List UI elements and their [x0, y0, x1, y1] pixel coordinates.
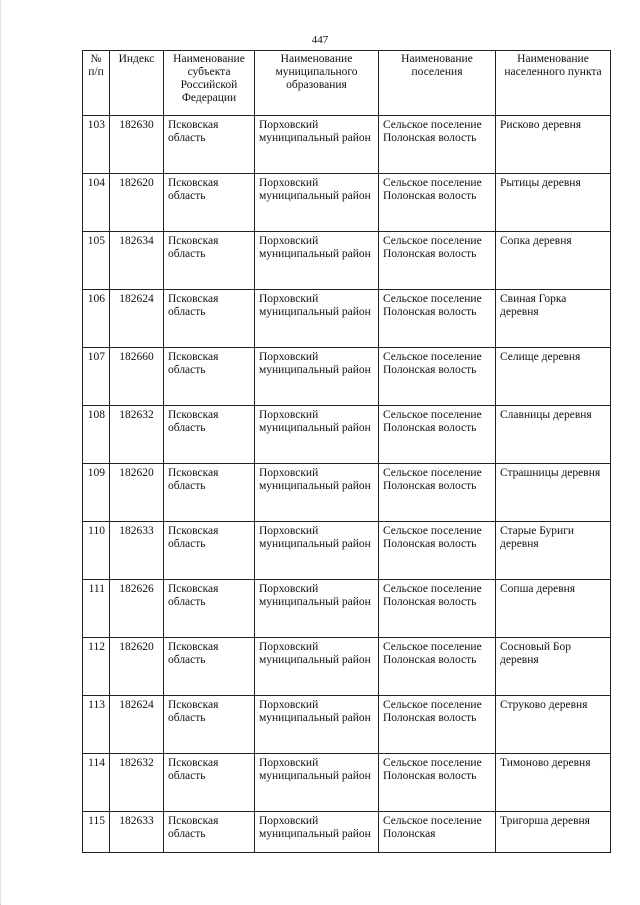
cell-number-text: 108 — [87, 409, 105, 421]
cell-municipality-text: Порховский муниципальный район — [259, 815, 371, 840]
cell-number — [83, 348, 110, 406]
cell-number — [83, 116, 110, 174]
cell-subject — [164, 406, 255, 464]
cell-number — [83, 290, 110, 348]
cell-index-text: 182632 — [119, 409, 154, 421]
table-row — [83, 348, 611, 406]
cell-municipality — [255, 580, 379, 638]
cell-municipality — [255, 406, 379, 464]
cell-number — [83, 580, 110, 638]
cell-locality-text: Струково деревня — [500, 699, 588, 711]
cell-locality — [496, 522, 611, 580]
cell-index — [110, 232, 164, 290]
cell-municipality — [255, 696, 379, 754]
cell-subject-text: Псковская область — [168, 119, 219, 144]
cell-subject-text: Псковская область — [168, 235, 219, 260]
cell-subject — [164, 174, 255, 232]
cell-settlement-text: Сельское поселение Полонская волость — [383, 641, 482, 666]
table-row — [83, 406, 611, 464]
cell-locality — [496, 116, 611, 174]
header-settlement: Наименование поселения — [379, 51, 496, 116]
cell-number — [83, 638, 110, 696]
cell-settlement-text: Сельское поселение Полонская волость — [383, 235, 482, 260]
cell-index — [110, 580, 164, 638]
cell-number-text: 115 — [88, 815, 105, 827]
cell-number — [83, 522, 110, 580]
cell-settlement-text: Сельское поселение Полонская — [383, 815, 482, 840]
cell-locality — [496, 696, 611, 754]
cell-municipality — [255, 232, 379, 290]
cell-locality — [496, 580, 611, 638]
table-row — [83, 638, 611, 696]
table-row — [83, 290, 611, 348]
table-row — [83, 580, 611, 638]
table-row — [83, 232, 611, 290]
cell-subject-text: Псковская область — [168, 293, 219, 318]
cell-index — [110, 290, 164, 348]
table-row — [83, 812, 611, 853]
cell-locality-text: Рытицы деревня — [500, 177, 581, 189]
cell-settlement-text: Сельское поселение Полонская волость — [383, 583, 482, 608]
cell-settlement — [379, 580, 496, 638]
cell-number-text: 110 — [88, 525, 105, 537]
table-row — [83, 464, 611, 522]
header-municipality: Наименование муниципального образования — [255, 51, 379, 116]
cell-settlement — [379, 812, 496, 853]
cell-locality — [496, 638, 611, 696]
cell-index-text: 182633 — [119, 815, 154, 827]
cell-settlement-text: Сельское поселение Полонская волость — [383, 409, 482, 434]
cell-subject-text: Псковская область — [168, 641, 219, 666]
cell-locality — [496, 232, 611, 290]
cell-locality — [496, 464, 611, 522]
cell-settlement-text: Сельское поселение Полонская волость — [383, 177, 482, 202]
cell-locality — [496, 348, 611, 406]
cell-index-text: 182624 — [119, 699, 154, 711]
cell-locality-text: Рисково деревня — [500, 119, 582, 131]
cell-index — [110, 174, 164, 232]
cell-locality-text: Сопка деревня — [500, 235, 572, 247]
cell-settlement-text: Сельское поселение Полонская волость — [383, 757, 482, 782]
cell-settlement-text: Сельское поселение Полонская волость — [383, 525, 482, 550]
cell-settlement — [379, 348, 496, 406]
cell-number-text: 103 — [87, 119, 105, 131]
cell-index — [110, 754, 164, 812]
header-number: № п/п — [83, 51, 110, 116]
cell-number — [83, 812, 110, 853]
cell-settlement — [379, 754, 496, 812]
cell-municipality-text: Порховский муниципальный район — [259, 467, 371, 492]
cell-index-text: 182630 — [119, 119, 154, 131]
cell-subject — [164, 464, 255, 522]
cell-number-text: 109 — [87, 467, 105, 479]
cell-number — [83, 174, 110, 232]
cell-subject — [164, 580, 255, 638]
cell-subject-text: Псковская область — [168, 699, 219, 724]
cell-locality-text: Старые Буриги деревня — [500, 525, 575, 550]
cell-number — [83, 754, 110, 812]
cell-subject — [164, 232, 255, 290]
localities-table — [82, 50, 611, 853]
cell-locality — [496, 812, 611, 853]
cell-subject-text: Псковская область — [168, 525, 219, 550]
cell-index — [110, 522, 164, 580]
cell-locality-text: Тригорша деревня — [500, 815, 590, 827]
cell-locality-text: Тимоново деревня — [500, 757, 591, 769]
cell-municipality — [255, 754, 379, 812]
cell-settlement-text: Сельское поселение Полонская волость — [383, 699, 482, 724]
page-number: 447 — [311, 34, 329, 46]
cell-settlement — [379, 116, 496, 174]
cell-subject — [164, 290, 255, 348]
cell-locality — [496, 290, 611, 348]
cell-index-text: 182632 — [119, 757, 154, 769]
cell-subject — [164, 638, 255, 696]
cell-municipality-text: Порховский муниципальный район — [259, 177, 371, 202]
cell-number-text: 112 — [88, 641, 105, 653]
cell-subject-text: Псковская область — [168, 351, 219, 376]
cell-subject — [164, 754, 255, 812]
table-body — [83, 116, 611, 853]
cell-locality-text: Свиная Горка деревня — [500, 293, 567, 318]
cell-subject-text: Псковская область — [168, 177, 219, 202]
cell-subject — [164, 696, 255, 754]
cell-index-text: 182620 — [119, 177, 154, 189]
cell-index — [110, 696, 164, 754]
cell-settlement — [379, 406, 496, 464]
cell-subject — [164, 522, 255, 580]
cell-settlement — [379, 232, 496, 290]
cell-municipality — [255, 522, 379, 580]
cell-settlement-text: Сельское поселение Полонская волость — [383, 467, 482, 492]
cell-municipality — [255, 174, 379, 232]
cell-index-text: 182626 — [119, 583, 154, 595]
cell-number — [83, 406, 110, 464]
cell-municipality-text: Порховский муниципальный район — [259, 119, 371, 144]
cell-number — [83, 232, 110, 290]
cell-settlement — [379, 638, 496, 696]
cell-number-text: 111 — [88, 583, 105, 595]
cell-municipality-text: Порховский муниципальный район — [259, 699, 371, 724]
cell-subject-text: Псковская область — [168, 583, 219, 608]
cell-municipality — [255, 464, 379, 522]
table-row — [83, 174, 611, 232]
cell-number-text: 106 — [87, 293, 105, 305]
table-row — [83, 696, 611, 754]
cell-municipality-text: Порховский муниципальный район — [259, 641, 371, 666]
cell-locality — [496, 754, 611, 812]
cell-number-text: 107 — [87, 351, 105, 363]
cell-number-text: 104 — [87, 177, 105, 189]
scan-edge — [0, 0, 5, 905]
table-row — [83, 522, 611, 580]
cell-municipality — [255, 348, 379, 406]
cell-number-text: 114 — [88, 757, 105, 769]
table-row — [83, 116, 611, 174]
cell-number — [83, 696, 110, 754]
header-index: Индекс — [110, 51, 164, 116]
cell-locality-text: Сопша деревня — [500, 583, 576, 595]
cell-locality-text: Славницы деревня — [500, 409, 592, 421]
cell-index — [110, 638, 164, 696]
cell-municipality — [255, 116, 379, 174]
cell-subject — [164, 116, 255, 174]
cell-subject — [164, 812, 255, 853]
cell-locality-text: Страшницы деревня — [500, 467, 601, 479]
cell-municipality-text: Порховский муниципальный район — [259, 583, 371, 608]
cell-index-text: 182620 — [119, 467, 154, 479]
table-row — [83, 754, 611, 812]
cell-settlement — [379, 174, 496, 232]
cell-settlement — [379, 522, 496, 580]
cell-number-text: 113 — [88, 699, 105, 711]
cell-index-text: 182634 — [119, 235, 154, 247]
cell-locality — [496, 174, 611, 232]
cell-index — [110, 348, 164, 406]
cell-municipality — [255, 638, 379, 696]
cell-settlement-text: Сельское поселение Полонская волость — [383, 119, 482, 144]
cell-municipality-text: Порховский муниципальный район — [259, 409, 371, 434]
cell-locality-text: Селище деревня — [500, 351, 581, 363]
cell-subject-text: Псковская область — [168, 815, 219, 840]
cell-settlement — [379, 464, 496, 522]
cell-municipality — [255, 290, 379, 348]
cell-index — [110, 406, 164, 464]
header-row — [83, 51, 611, 116]
cell-index — [110, 464, 164, 522]
cell-index-text: 182624 — [119, 293, 154, 305]
cell-number — [83, 464, 110, 522]
cell-municipality-text: Порховский муниципальный район — [259, 235, 371, 260]
cell-settlement — [379, 290, 496, 348]
table-header — [83, 51, 611, 116]
cell-municipality-text: Порховский муниципальный район — [259, 757, 371, 782]
cell-index-text: 182633 — [119, 525, 154, 537]
cell-index-text: 182660 — [119, 351, 154, 363]
cell-settlement — [379, 696, 496, 754]
cell-subject-text: Псковская область — [168, 467, 219, 492]
cell-municipality-text: Порховский муниципальный район — [259, 525, 371, 550]
cell-subject-text: Псковская область — [168, 757, 219, 782]
cell-number-text: 105 — [87, 235, 105, 247]
cell-subject-text: Псковская область — [168, 409, 219, 434]
cell-locality-text: Сосновый Бор деревня — [500, 641, 572, 666]
cell-settlement-text: Сельское поселение Полонская волость — [383, 293, 482, 318]
cell-settlement-text: Сельское поселение Полонская волость — [383, 351, 482, 376]
header-locality: Наименование населенного пункта — [496, 51, 611, 116]
cell-index — [110, 812, 164, 853]
cell-subject — [164, 348, 255, 406]
cell-index-text: 182620 — [119, 641, 154, 653]
cell-index — [110, 116, 164, 174]
cell-locality — [496, 406, 611, 464]
cell-municipality — [255, 812, 379, 853]
header-subject: Наименование субъекта Российской Федерации — [164, 51, 255, 116]
cell-municipality-text: Порховский муниципальный район — [259, 351, 371, 376]
cell-municipality-text: Порховский муниципальный район — [259, 293, 371, 318]
